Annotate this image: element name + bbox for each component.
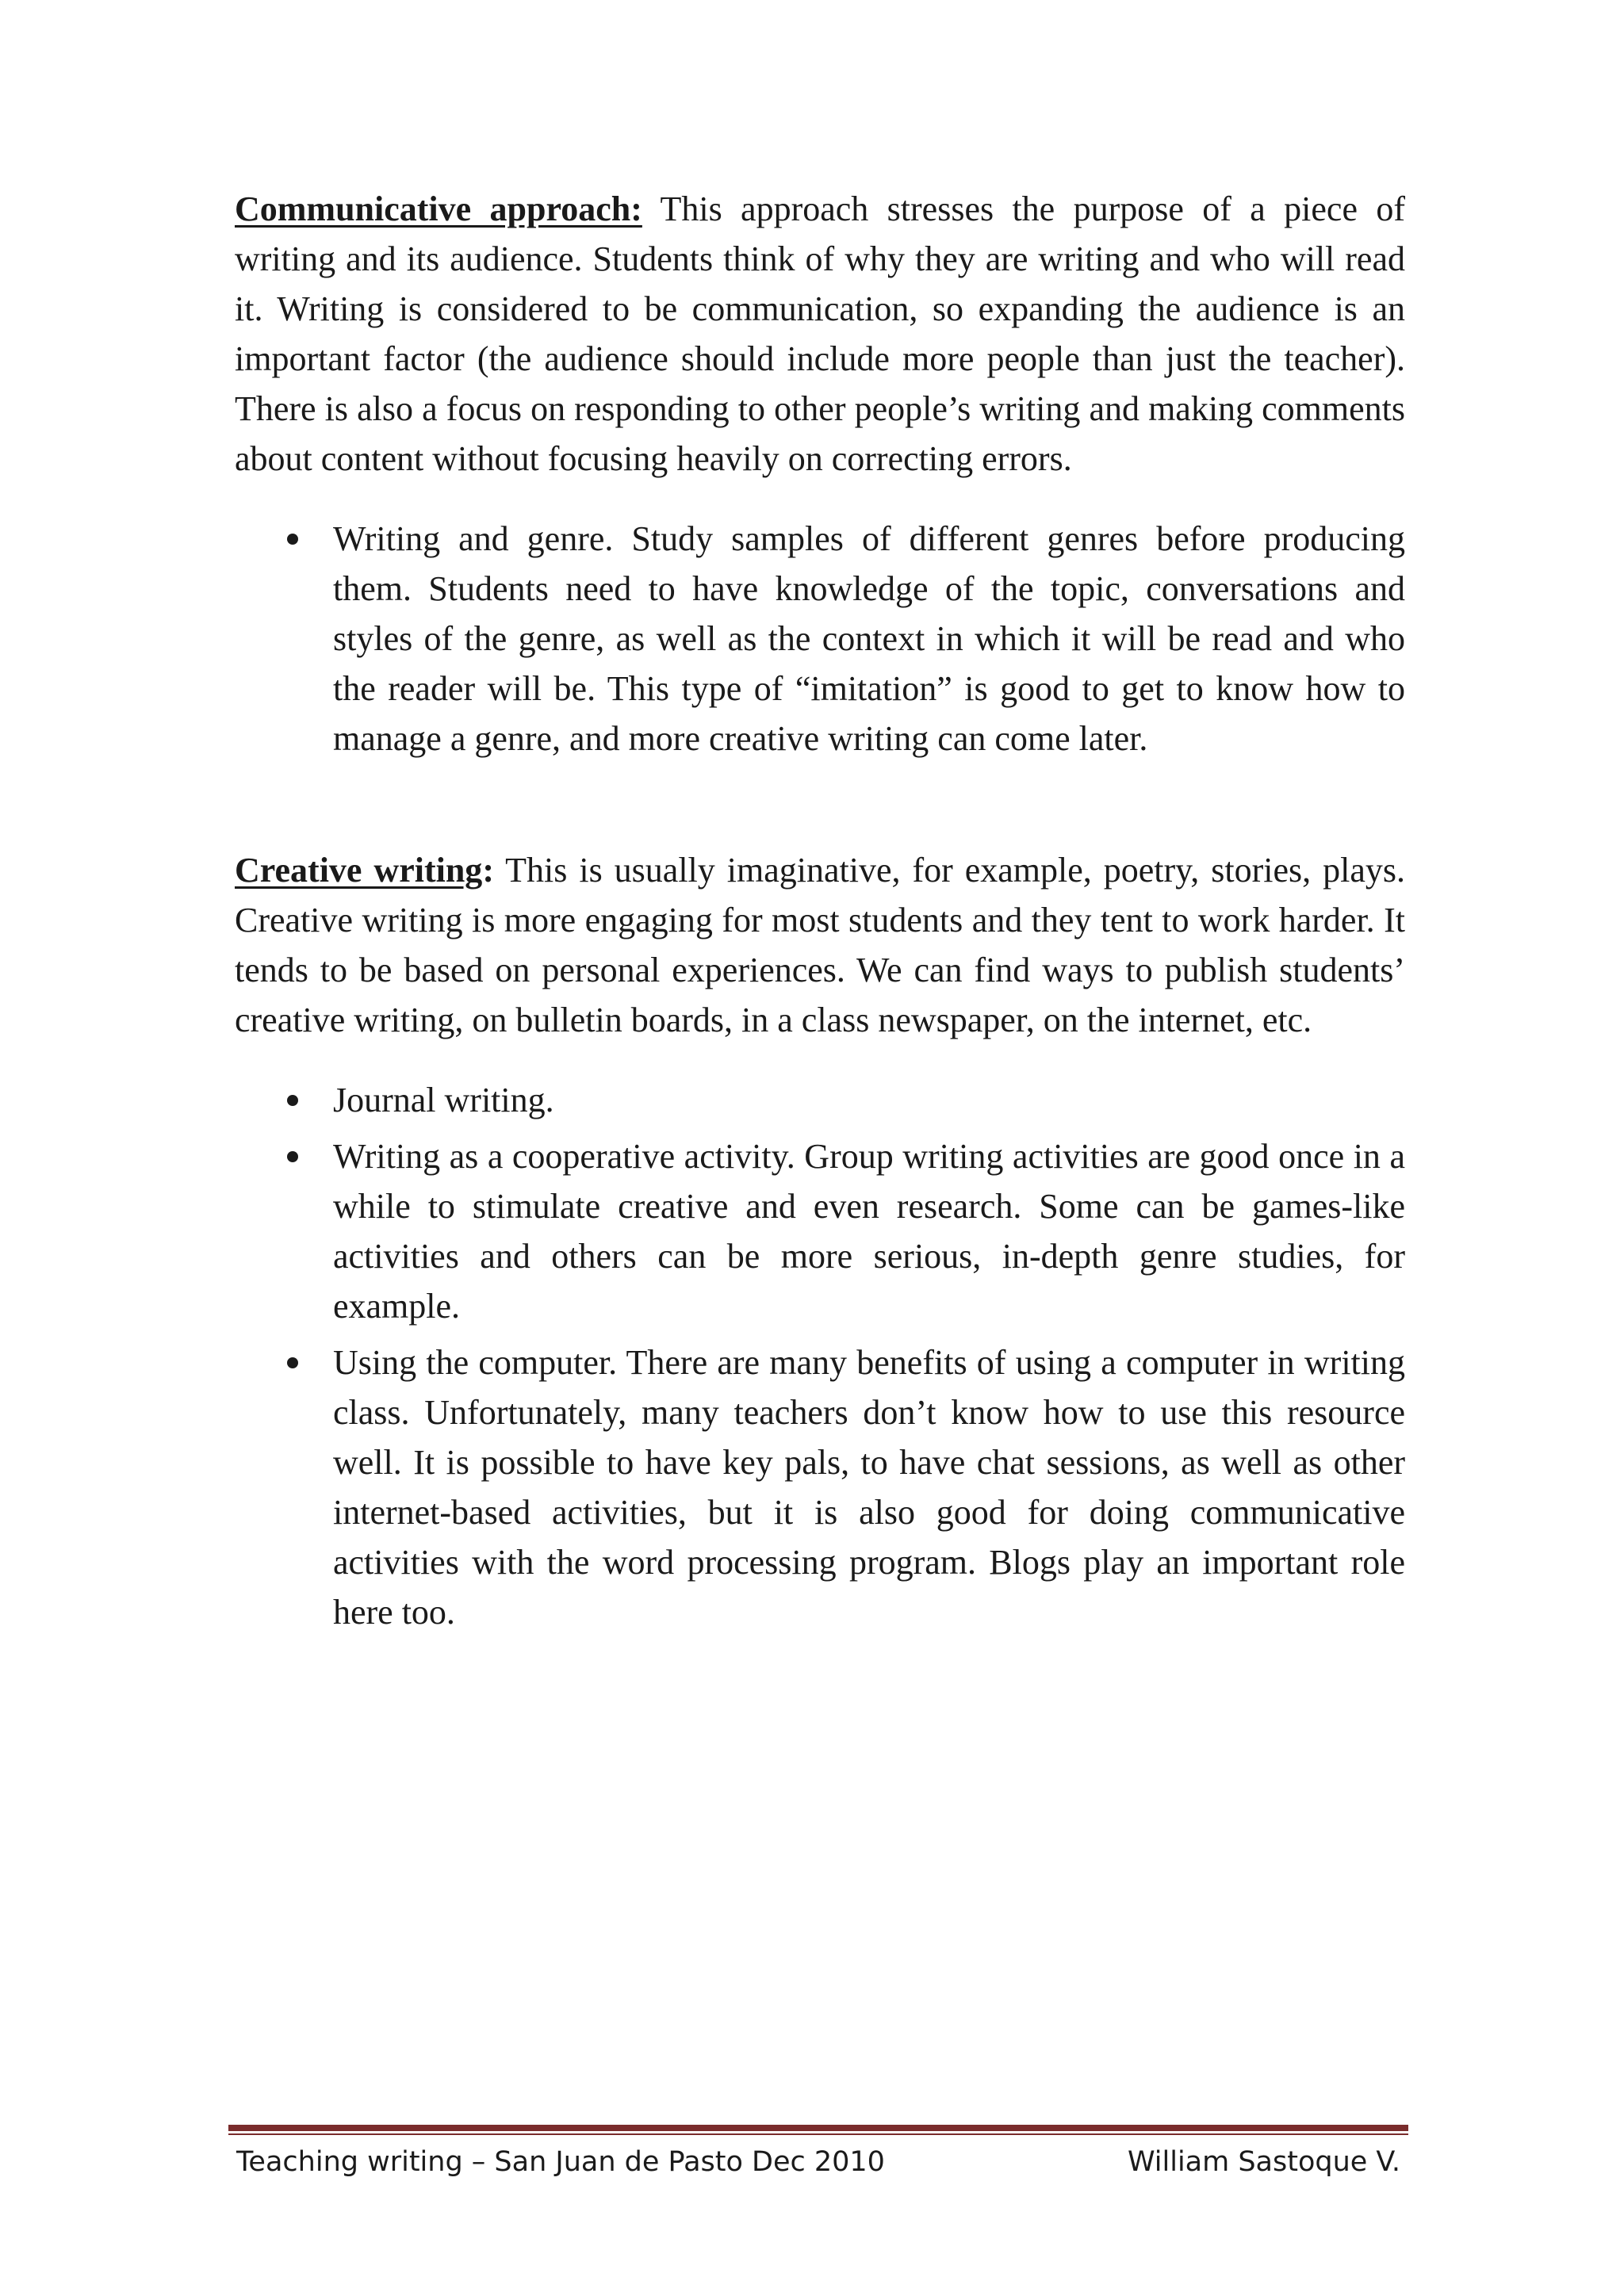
footer-divider-thin xyxy=(228,2133,1408,2135)
list-item xyxy=(235,514,1405,763)
bullet-icon xyxy=(287,1095,298,1106)
communicative-approach-bullet-list xyxy=(235,514,1405,763)
list-item xyxy=(235,1131,1405,1331)
page-content xyxy=(235,184,1405,1637)
list-item xyxy=(235,1075,1405,1125)
bullet-icon xyxy=(287,1357,298,1368)
bullet-text: Writing and genre. Study samples of different genres before producing them. Students need to have knowledge of the topic, conversations and styles of the genre, as well as the context in which it will be read and who the reader will be. This type of “imitation” is good to get to know how to manage a genre, and more creative writing can come later. xyxy=(333,519,1405,758)
creative-writing-bullet-list xyxy=(235,1075,1405,1637)
footer-author: William Sastoque V. xyxy=(1127,2146,1400,2178)
page-footer xyxy=(228,2125,1408,2178)
footer-row xyxy=(228,2146,1408,2178)
creative-writing-paragraph xyxy=(235,845,1405,1045)
footer-divider xyxy=(228,2125,1408,2131)
communicative-approach-heading: Communicative approach: xyxy=(235,189,642,228)
creative-writing-heading: Creative writing xyxy=(235,851,483,890)
bullet-icon xyxy=(287,1151,298,1162)
communicative-approach-paragraph xyxy=(235,184,1405,484)
footer-document-title: Teaching writing – San Juan de Pasto Dec 2010 xyxy=(236,2146,885,2178)
bullet-text: Journal writing. xyxy=(333,1081,554,1119)
creative-writing-body: This is usually imaginative, for example, poetry, stories, plays. Creative writing is more engaging for most students and they tent to work harder. It tends to be based on personal experiences. We can find ways to publish students’ creative writing, on bulletin boards, in a class newspaper, on the internet, etc. xyxy=(235,851,1406,1039)
creative-writing-heading-colon: : xyxy=(482,851,494,890)
list-item xyxy=(235,1337,1405,1637)
communicative-approach-body: This approach stresses the purpose of a piece of writing and its audience. Students think of why they are writing and who will read it. Writing is considered to be communication, so expanding the audience is an important factor (the audience should include more people than just the teacher). There is also a focus on responding to other people’s writing and making comments about content without focusing heavily on correcting errors. xyxy=(235,189,1405,478)
bullet-text: Writing as a cooperative activity. Group writing activities are good once in a while to stimulate creative and even research. Some can be games-like activities and others can be more serious, in-depth genre studies, for example. xyxy=(333,1137,1405,1326)
bullet-icon xyxy=(287,534,298,545)
bullet-text: Using the computer. There are many benefits of using a computer in writing class. Unfortunately, many teachers don’t know how to use this resource well. It is possible to have key pals, to have chat sessions, as well as other internet-based activities, but it is also good for doing communicative activities with the word processing program. Blogs play an important role here too. xyxy=(333,1343,1405,1632)
